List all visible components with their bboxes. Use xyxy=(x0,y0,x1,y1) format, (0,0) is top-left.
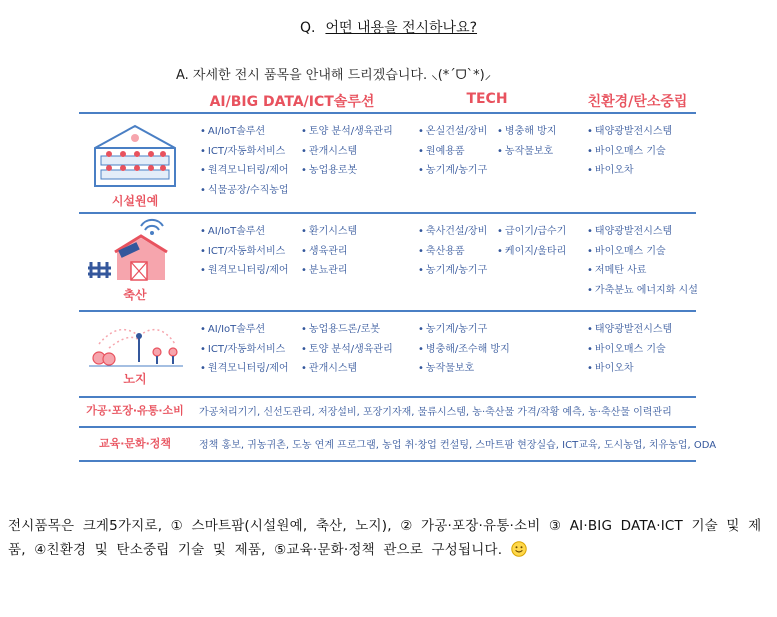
list-item: • 농기계/농기구 xyxy=(418,261,487,281)
list-item: • 바이오차 xyxy=(587,161,672,181)
list-item: • 저메탄 사료 xyxy=(587,261,698,281)
list-item: • 가축분뇨 에너지화 시설 xyxy=(587,281,698,301)
list-item: • 농업용드론/로봇 xyxy=(301,320,393,340)
greenhouse-eco-list xyxy=(587,122,672,181)
divider-line xyxy=(79,310,696,312)
greenhouse-icon xyxy=(79,120,191,190)
greenhouse-tech-list-1 xyxy=(418,122,487,181)
summary-paragraph xyxy=(8,514,768,562)
greenhouse-tech-list-2 xyxy=(497,122,556,161)
list-item: • 농업용로봇 xyxy=(301,161,393,181)
exhibit-infographic xyxy=(79,88,717,466)
list-item: • ICT/자동화서비스 xyxy=(200,142,289,162)
list-item: • 병충해 방지 xyxy=(497,122,556,142)
list-item: • AI/IoT솔루션 xyxy=(200,320,289,340)
open-field-tech-list-1 xyxy=(418,320,510,379)
list-item: • 환기시스템 xyxy=(301,222,357,242)
list-item: • 원예용품 xyxy=(418,142,487,162)
livestock-eco-list xyxy=(587,222,698,300)
livestock-ai-list-2 xyxy=(301,222,357,281)
summary-text: 전시품목은 크게5가지로, ① 스마트팜(시설원예, 축산, 노지), ② 가공·포장·유통·소비 ③ AI·BIG DATA·ICT 기술 및 제품, ④친환경 및 탄소중립 기술 및 제품, ⑤교육·문화·정책 관으로 구성됩니다. xyxy=(8,518,762,558)
divider-line xyxy=(79,396,696,398)
education-text: 정책 홍보, 귀농귀촌, 도농 연계 프로그램, 농업 취·창업 컨설팅, 스마트팜 현장실습, ICT교육, 도시농업, 치유농업, ODA xyxy=(199,440,717,451)
divider-line xyxy=(79,212,696,214)
list-item: • 바이오매스 기술 xyxy=(587,142,672,162)
open-field-ai-list-2 xyxy=(301,320,393,379)
list-item: • 원격모니터링/제어 xyxy=(200,261,289,281)
list-item: • 식물공장/수직농업 xyxy=(200,181,289,201)
list-item: • 생육관리 xyxy=(301,242,357,262)
column-header-ai: AI/BIG DATA/ICT솔루션 xyxy=(209,94,375,110)
section-label-livestock: 축산 xyxy=(123,288,147,302)
section-label-open-field: 노지 xyxy=(123,372,147,386)
list-item: • 케이지/울타리 xyxy=(497,242,566,262)
list-item: • 원격모니터링/제어 xyxy=(200,161,289,181)
list-item: • 축산용품 xyxy=(418,242,487,262)
divider-line xyxy=(79,460,696,462)
list-item: • 농작물보호 xyxy=(497,142,556,162)
list-item: • 태양광발전시스템 xyxy=(587,122,672,142)
list-item: • 관개시스템 xyxy=(301,142,393,162)
question-mark: Q. xyxy=(299,20,316,36)
open-field-ai-list-1 xyxy=(200,320,289,379)
greenhouse-ai-list-2 xyxy=(301,122,393,181)
list-item: • 바이오매스 기술 xyxy=(587,340,672,360)
list-item: • 토양 분석/생육관리 xyxy=(301,340,393,360)
list-item: • ICT/자동화서비스 xyxy=(200,242,289,262)
list-item: • 바이오매스 기술 xyxy=(587,242,698,262)
list-item: • 농기계/농기구 xyxy=(418,320,510,340)
list-item: • 축사건설/장비 xyxy=(418,222,487,242)
question-text: 어떤 내용을 전시하나요? xyxy=(325,20,478,36)
column-header-eco: 친환경/탄소중립 xyxy=(587,94,688,110)
section-label-greenhouse: 시설원예 xyxy=(111,194,159,208)
list-item: • 관개시스템 xyxy=(301,359,393,379)
list-item: • 태양광발전시스템 xyxy=(587,222,698,242)
list-item: • 태양광발전시스템 xyxy=(587,320,672,340)
question-heading xyxy=(0,17,777,37)
list-item: • AI/IoT솔루션 xyxy=(200,222,289,242)
list-item: • 원격모니터링/제어 xyxy=(200,359,289,379)
processing-text: 가공처리기기, 신선도관리, 저장설비, 포장기자재, 물류시스템, 농·축산물 가격/작황 예측, 농·축산물 이력관리 xyxy=(199,407,672,418)
list-item: • 농작물보호 xyxy=(418,359,510,379)
processing-label: 가공·포장·유통·소비 xyxy=(86,404,184,417)
list-item: • 농기계/농기구 xyxy=(418,161,487,181)
list-item: • 토양 분석/생육관리 xyxy=(301,122,393,142)
livestock-tech-list-1 xyxy=(418,222,487,281)
livestock-ai-list-1 xyxy=(200,222,289,281)
smiley-face-icon xyxy=(511,541,527,557)
list-item: • 분뇨관리 xyxy=(301,261,357,281)
list-item: • AI/IoT솔루션 xyxy=(200,122,289,142)
list-item: • ICT/자동화서비스 xyxy=(200,340,289,360)
column-header-tech: TECH xyxy=(466,91,508,107)
education-label: 교육·문화·정책 xyxy=(98,437,172,450)
list-item: • 바이오차 xyxy=(587,359,672,379)
barn-icon xyxy=(79,218,191,284)
divider-line xyxy=(79,112,696,114)
list-item: • 급이기/급수기 xyxy=(497,222,566,242)
list-item: • 온실건설/장비 xyxy=(418,122,487,142)
list-item: • 병충해/조수해 방지 xyxy=(418,340,510,360)
open-field-eco-list xyxy=(587,320,672,379)
answer-text: A. 자세한 전시 품목을 안내해 드리겠습니다. ⸜(*´ᗜ`*)⸝ xyxy=(176,68,492,83)
livestock-tech-list-2 xyxy=(497,222,566,261)
open-field-icon xyxy=(79,318,191,368)
divider-line xyxy=(79,426,696,428)
greenhouse-ai-list-1 xyxy=(200,122,289,200)
